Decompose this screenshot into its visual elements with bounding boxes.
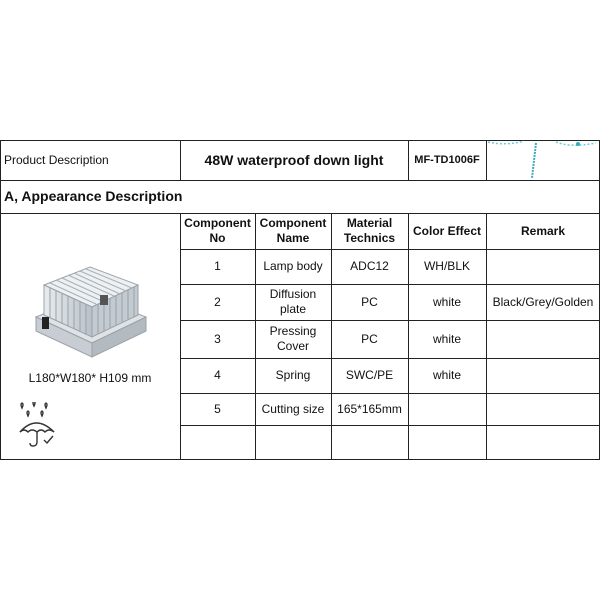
column-header-line: Remark: [520, 223, 566, 238]
column-header-remark: [486, 213, 600, 249]
cell-material-technics: [331, 393, 408, 425]
cell-text: white: [432, 368, 461, 382]
umbrella-rain-icon: [16, 402, 60, 448]
cell-text: Spring: [275, 368, 311, 382]
column-header-line: Color Effect: [412, 223, 481, 238]
cell-text: PC: [361, 331, 378, 346]
cell-text: ADC12: [350, 259, 389, 273]
cell-text: plate: [279, 302, 307, 316]
model-number: MF-TD1006F: [414, 153, 480, 166]
cell-color-effect: [408, 358, 486, 393]
cyan-decoration-icon: [486, 140, 599, 180]
cell-component-name: [255, 425, 331, 459]
cell-text: SWC/PE: [345, 368, 394, 382]
section-title: A, Appearance Description: [4, 188, 183, 204]
cell-remark: [486, 393, 600, 425]
cell-component-name: [255, 284, 331, 320]
cell-text: 1: [214, 259, 221, 273]
column-header-material-technics: [331, 213, 408, 249]
cell-text: Black/Grey/Golden: [492, 294, 594, 309]
column-header-line: No: [209, 231, 226, 245]
cell-text: 3: [214, 331, 221, 346]
cell-text: white: [432, 331, 461, 346]
column-header-line: Component: [259, 216, 327, 230]
product-description-label: Product Description: [4, 152, 109, 167]
cell-material-technics: [331, 425, 408, 459]
column-header-line: Component: [184, 216, 251, 230]
cell-component-name: [255, 393, 331, 425]
column-header-component-no: [180, 213, 255, 249]
cell-material-technics: [331, 249, 408, 284]
product-dimensions: L180*W180* H109 mm: [28, 370, 152, 385]
grid-line: [0, 140, 1, 460]
spec-sheet: [0, 140, 600, 460]
column-header-line: Technics: [343, 231, 396, 245]
cell-component-no: [180, 393, 255, 425]
cell-component-name: [255, 249, 331, 284]
downlight-product-image: [28, 255, 153, 365]
cell-component-no: [180, 249, 255, 284]
cell-material-technics: [331, 320, 408, 358]
cell-text: 4: [214, 368, 221, 382]
cell-color-effect: [408, 249, 486, 284]
cell-text: Pressing: [269, 324, 317, 338]
column-header-line: Name: [276, 231, 310, 245]
product-title: 48W waterproof down light: [204, 151, 384, 168]
cell-component-no: [180, 284, 255, 320]
cell-material-technics: [331, 358, 408, 393]
cell-text: Cover: [276, 339, 309, 353]
column-header-component-name: [255, 213, 331, 249]
cell-text: Lamp body: [263, 259, 323, 273]
cell-remark: [486, 358, 600, 393]
cell-color-effect: [408, 425, 486, 459]
cell-text: WH/BLK: [423, 259, 470, 273]
cell-remark: [486, 249, 600, 284]
cell-component-no: [180, 358, 255, 393]
cell-component-name: [255, 320, 331, 358]
cell-remark: [486, 425, 600, 459]
cell-text: 165*165mm: [337, 401, 402, 416]
column-header-line: Material: [346, 216, 393, 230]
cell-text: Cutting size: [261, 401, 325, 416]
column-header-color-effect: [408, 213, 486, 249]
cell-text: white: [432, 294, 461, 309]
cell-color-effect: [408, 320, 486, 358]
cell-text: 2: [214, 294, 221, 309]
cell-text: PC: [361, 294, 378, 309]
cell-color-effect: [408, 393, 486, 425]
grid-line: [0, 459, 600, 460]
cell-component-no: [180, 320, 255, 358]
cell-material-technics: [331, 284, 408, 320]
cell-remark: [486, 284, 600, 320]
cell-text: Diffusion: [269, 287, 317, 301]
cell-text: 5: [214, 401, 221, 416]
cell-color-effect: [408, 284, 486, 320]
cell-remark: [486, 320, 600, 358]
cell-component-no: [180, 425, 255, 459]
cell-component-name: [255, 358, 331, 393]
